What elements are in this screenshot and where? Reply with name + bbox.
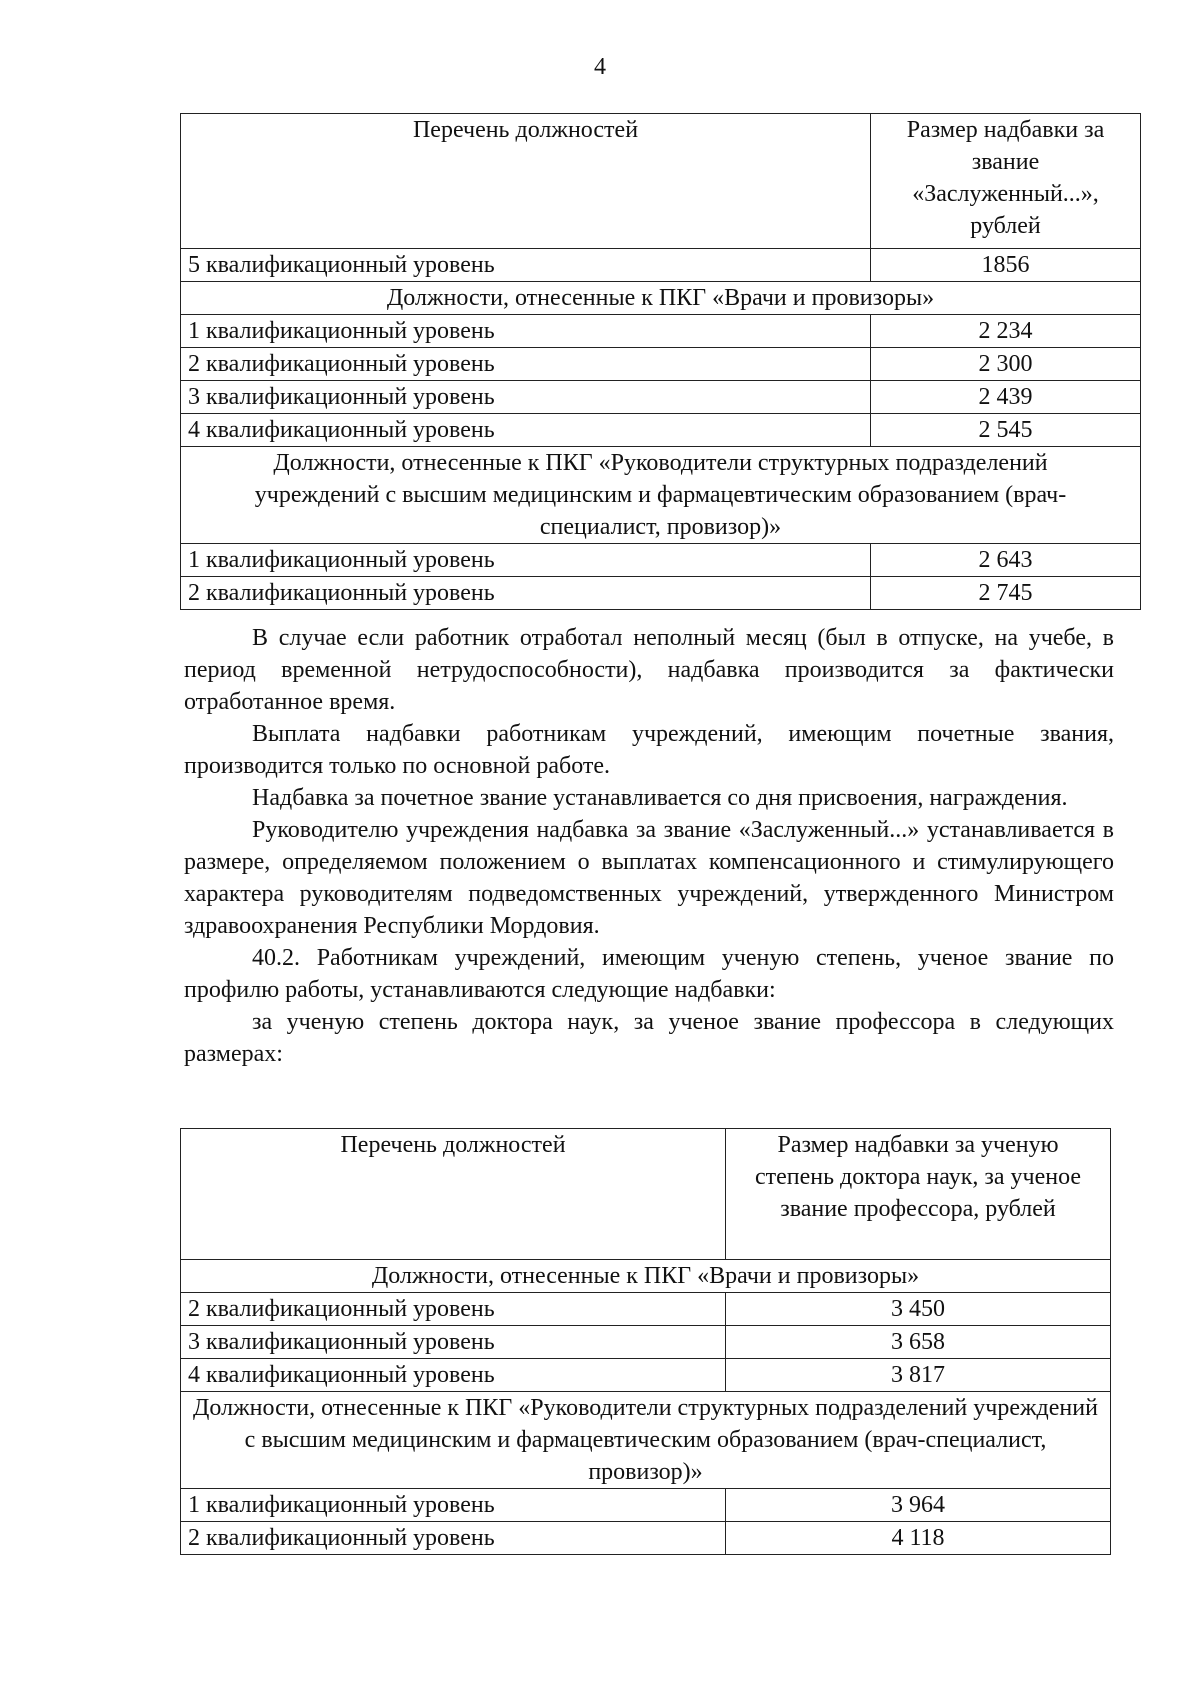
table-row — [181, 1522, 1111, 1555]
section-label: Должности, отнесенные к ПКГ «Руководители структурных подразделений учреждений с высшим медицинским и фармацевтическим образованием (врач-специалист, провизор)» — [181, 1392, 1111, 1489]
row-label: 2 квалификационный уровень — [181, 1293, 726, 1326]
table-row — [181, 1489, 1111, 1522]
section-row — [181, 282, 1141, 315]
row-label: 1 квалификационный уровень — [181, 544, 871, 577]
header-positions: Перечень должностей — [181, 114, 871, 249]
row-label: 1 квалификационный уровень — [181, 315, 871, 348]
row-value: 2 545 — [871, 414, 1141, 447]
paragraph: за ученую степень доктора наук, за ученое звание профессора в следующих размерах: — [184, 1009, 1114, 1067]
row-value: 3 658 — [726, 1326, 1111, 1359]
row-value: 2 439 — [871, 381, 1141, 414]
row-label: 2 квалификационный уровень — [181, 577, 871, 610]
paragraph: Руководителю учреждения надбавка за звание «Заслуженный...» устанавливается в размере, определяемом положением о выплатах компенсационного и стимулирующего характера руководителям подведомственных учреждений, утвержденного Министром здравоохранения Республики Мордовия. — [184, 817, 1114, 939]
allowance-table-academic-degree — [180, 1128, 1111, 1555]
row-label: 4 квалификационный уровень — [181, 414, 871, 447]
table-header-row — [181, 1129, 1111, 1260]
row-value: 2 643 — [871, 544, 1141, 577]
table-row — [181, 315, 1141, 348]
row-value: 2 234 — [871, 315, 1141, 348]
row-label: 5 квалификационный уровень — [181, 249, 871, 282]
paragraph: Надбавка за почетное звание устанавливается со дня присвоения, награждения. — [252, 785, 1068, 811]
row-label: 4 квалификационный уровень — [181, 1359, 726, 1392]
table-row — [181, 544, 1141, 577]
table-row — [181, 1326, 1111, 1359]
paragraph: В случае если работник отработал неполный месяц (был в отпуске, на учебе, в период временной нетрудоспособности), надбавка производится за фактически отработанное время. — [184, 625, 1114, 715]
row-value: 4 118 — [726, 1522, 1111, 1555]
table-row — [181, 348, 1141, 381]
header-positions: Перечень должностей — [181, 1129, 726, 1260]
table-header-row — [181, 114, 1141, 249]
page-number: 4 — [594, 54, 606, 80]
table-row — [181, 1359, 1111, 1392]
section-label: Должности, отнесенные к ПКГ «Руководители структурных подразделений учреждений с высшим медицинским и фармацевтическим образованием (врач-специалист, провизор)» — [181, 447, 1141, 544]
row-value: 1856 — [871, 249, 1141, 282]
header-allowance-amount: Размер надбавки за ученую степень доктора наук, за ученое звание профессора, рублей — [726, 1129, 1111, 1260]
body-text — [184, 622, 1114, 1070]
section-label: Должности, отнесенные к ПКГ «Врачи и провизоры» — [181, 1260, 1111, 1293]
table-row — [181, 414, 1141, 447]
row-value: 3 817 — [726, 1359, 1111, 1392]
paragraph: 40.2. Работникам учреждений, имеющим ученую степень, ученое звание по профилю работы, устанавливаются следующие надбавки: — [184, 945, 1114, 1003]
table-row — [181, 381, 1141, 414]
allowance-table-honorary-title — [180, 113, 1141, 610]
row-label: 2 квалификационный уровень — [181, 1522, 726, 1555]
row-value: 3 964 — [726, 1489, 1111, 1522]
section-row — [181, 447, 1141, 544]
header-allowance-amount: Размер надбавки за звание «Заслуженный...», рублей — [871, 114, 1141, 249]
table-row — [181, 1293, 1111, 1326]
row-label: 3 квалификационный уровень — [181, 1326, 726, 1359]
table-row — [181, 577, 1141, 610]
row-label: 2 квалификационный уровень — [181, 348, 871, 381]
section-row — [181, 1392, 1111, 1489]
row-value: 2 300 — [871, 348, 1141, 381]
section-row — [181, 1260, 1111, 1293]
row-value: 2 745 — [871, 577, 1141, 610]
section-label: Должности, отнесенные к ПКГ «Врачи и провизоры» — [181, 282, 1141, 315]
row-label: 3 квалификационный уровень — [181, 381, 871, 414]
row-value: 3 450 — [726, 1293, 1111, 1326]
table-row — [181, 249, 1141, 282]
row-label: 1 квалификационный уровень — [181, 1489, 726, 1522]
paragraph: Выплата надбавки работникам учреждений, имеющим почетные звания, производится только по основной работе. — [184, 721, 1114, 779]
